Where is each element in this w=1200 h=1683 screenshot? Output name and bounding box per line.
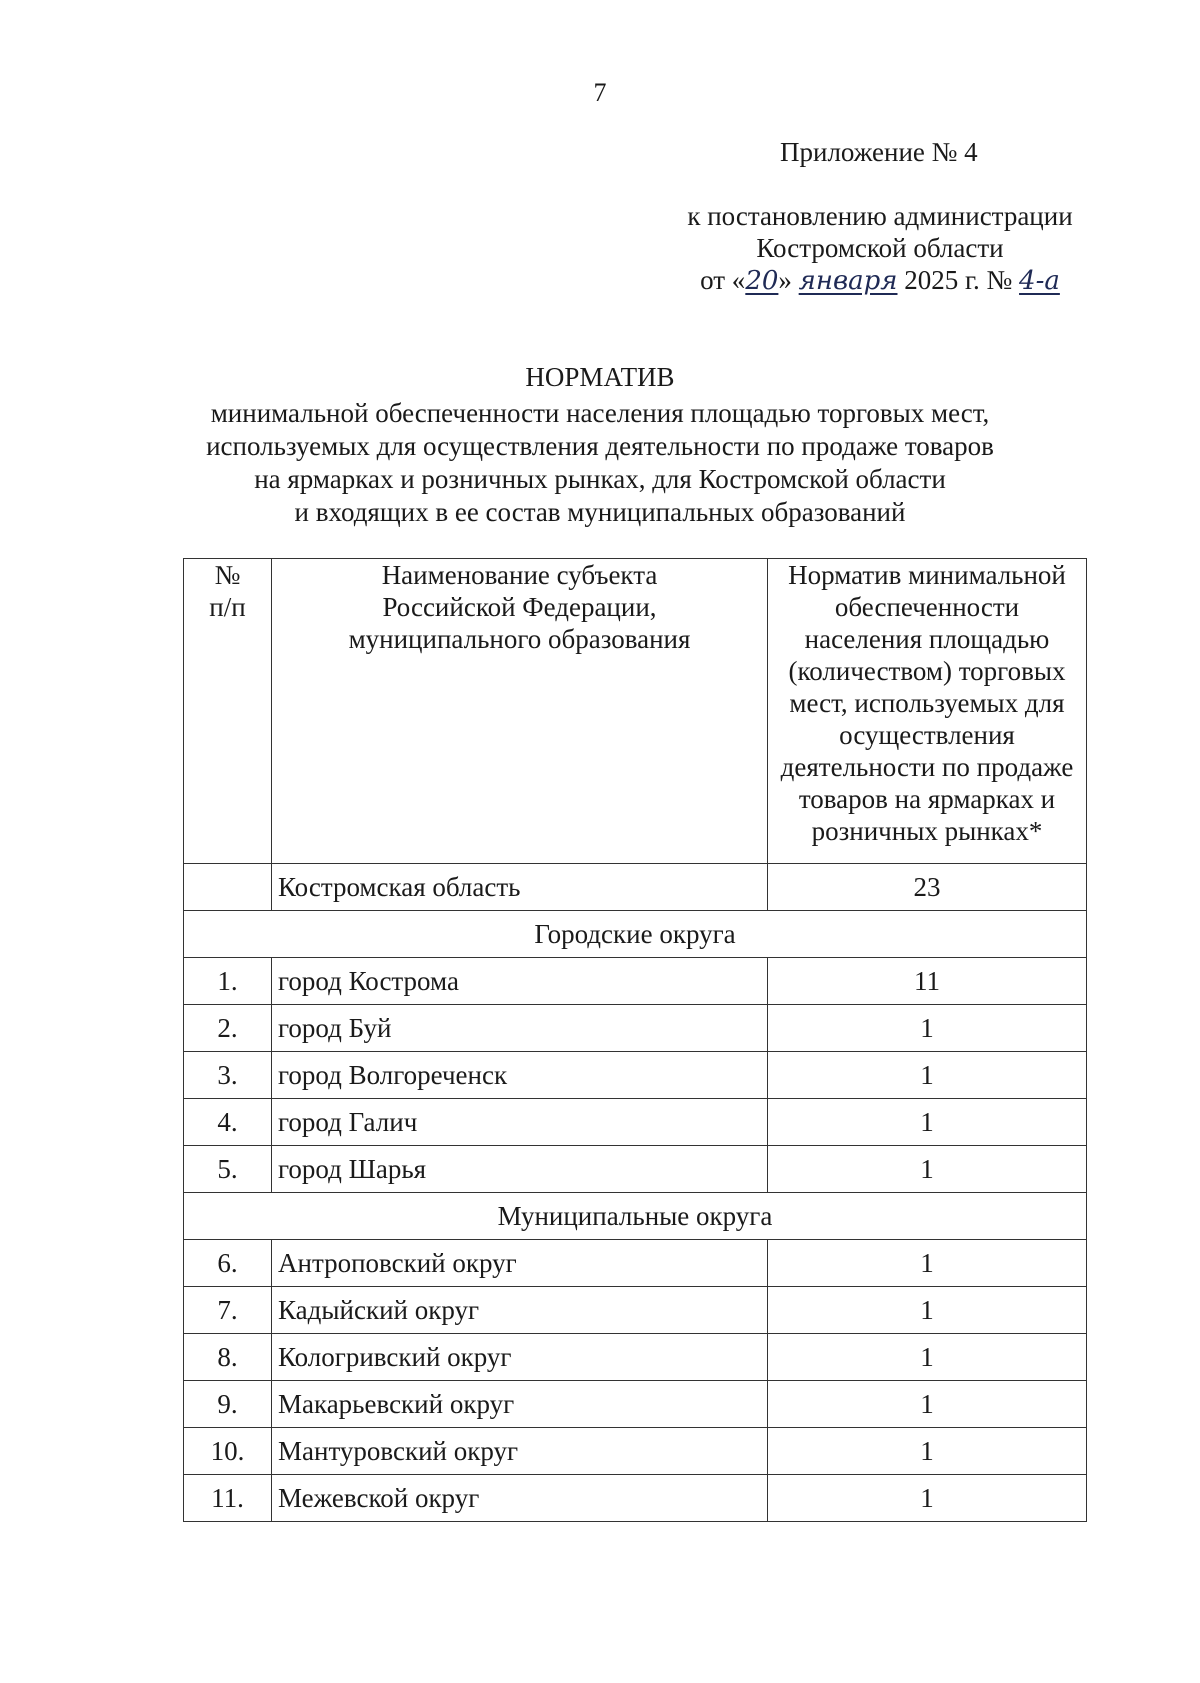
date-mid: » xyxy=(778,265,792,295)
row-value: 23 xyxy=(768,864,1087,911)
date-year: 2025 г. № xyxy=(904,265,1013,295)
document-subtitle xyxy=(150,397,1050,529)
row-value: 1 xyxy=(768,1240,1087,1287)
section-title: Муниципальные округа xyxy=(184,1193,1087,1240)
subtitle-line: и входящих в ее состав муниципальных образований xyxy=(294,497,906,527)
row-name: город Галич xyxy=(272,1099,768,1146)
row-value: 1 xyxy=(768,1475,1087,1522)
row-name: Макарьевский округ xyxy=(272,1381,768,1428)
row-number: 4. xyxy=(184,1099,272,1146)
row-value: 1 xyxy=(768,1099,1087,1146)
row-name: Антроповский округ xyxy=(272,1240,768,1287)
row-value: 1 xyxy=(768,1428,1087,1475)
subtitle-line: используемых для осуществления деятельности по продаже товаров xyxy=(206,431,994,461)
row-name: Межевской округ xyxy=(272,1475,768,1522)
row-number: 7. xyxy=(184,1287,272,1334)
table-row xyxy=(184,1005,1087,1052)
subtitle-line: на ярмарках и розничных рынках, для Костромской области xyxy=(254,464,946,494)
row-number xyxy=(184,864,272,911)
table-row xyxy=(184,1428,1087,1475)
date-month-handwritten: января xyxy=(798,266,898,296)
row-name: город Кострома xyxy=(272,958,768,1005)
row-number: 9. xyxy=(184,1381,272,1428)
row-number: 11. xyxy=(184,1475,272,1522)
resolution-line-1: к постановлению администрации xyxy=(687,201,1073,231)
section-header-row xyxy=(184,911,1087,958)
resolution-reference xyxy=(665,200,1095,297)
table-header-row xyxy=(184,559,1087,864)
norm-table xyxy=(183,558,1087,1522)
table-row xyxy=(184,1240,1087,1287)
row-name: Кологривский округ xyxy=(272,1334,768,1381)
document-title: НОРМАТИВ xyxy=(525,362,675,392)
row-name: Костромская область xyxy=(272,864,768,911)
table-row xyxy=(184,1146,1087,1193)
table-row xyxy=(184,1475,1087,1522)
row-name: город Волгореченск xyxy=(272,1052,768,1099)
appendix-title: Приложение № 4 xyxy=(780,137,978,167)
table-row xyxy=(184,1287,1087,1334)
row-value: 11 xyxy=(768,958,1087,1005)
row-value: 1 xyxy=(768,1052,1087,1099)
row-number: 6. xyxy=(184,1240,272,1287)
doc-number-handwritten: 4-а xyxy=(1019,266,1060,296)
table-row xyxy=(184,1334,1087,1381)
row-name: город Шарья xyxy=(272,1146,768,1193)
row-value: 1 xyxy=(768,1287,1087,1334)
section-title: Городские округа xyxy=(184,911,1087,958)
row-number: 5. xyxy=(184,1146,272,1193)
row-number: 2. xyxy=(184,1005,272,1052)
row-number: 10. xyxy=(184,1428,272,1475)
page-number: 7 xyxy=(593,78,607,107)
row-number: 1. xyxy=(184,958,272,1005)
subtitle-line: минимальной обеспеченности населения площадью торговых мест, xyxy=(210,398,990,428)
table-row xyxy=(184,1052,1087,1099)
section-header-row xyxy=(184,1193,1087,1240)
header-name: Наименование субъекта Российской Федерации, муниципального образования xyxy=(272,559,768,864)
row-number: 3. xyxy=(184,1052,272,1099)
row-value: 1 xyxy=(768,1334,1087,1381)
row-value: 1 xyxy=(768,1381,1087,1428)
table-row xyxy=(184,1099,1087,1146)
table-row xyxy=(184,1381,1087,1428)
resolution-date-line xyxy=(665,264,1095,297)
row-value: 1 xyxy=(768,1005,1087,1052)
header-norm: Норматив минимальной обеспеченности населения площадью (количеством) торговых мест, используемых для осуществления деятельности по продаже товаров на ярмарках и розничных рынках* xyxy=(768,559,1087,864)
date-prefix: от « xyxy=(700,265,746,295)
resolution-line-2: Костромской области xyxy=(756,233,1004,263)
row-name: Мантуровский округ xyxy=(272,1428,768,1475)
row-name: Кадыйский округ xyxy=(272,1287,768,1334)
table-row-region xyxy=(184,864,1087,911)
table-row xyxy=(184,958,1087,1005)
row-value: 1 xyxy=(768,1146,1087,1193)
row-number: 8. xyxy=(184,1334,272,1381)
date-day-handwritten: 20 xyxy=(745,266,779,296)
row-name: город Буй xyxy=(272,1005,768,1052)
header-number: № п/п xyxy=(184,559,272,864)
